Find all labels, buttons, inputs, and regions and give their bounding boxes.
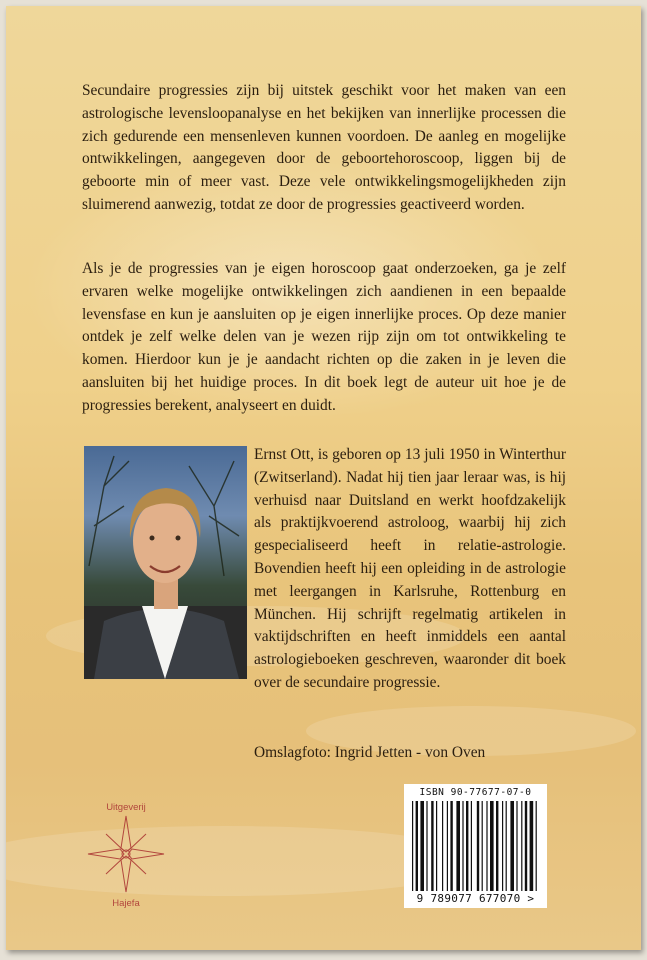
description-paragraph-1: Secundaire progressies zijn bij uitstek geschikt voor het maken van een astrologische levensloopanalyse en het bekijken van innerlijke processen die zich gedurende een mensenleven kunnen voordoen. De aanleg en mogelijke ontwikkelingen, aangegeven door de geboortehoroscoop, liggen bij de geboorte min of meer vast. Deze vele ontwikkelingsmogelijkheden zijn sluimerend aanwezig, totdat ze door de progressies geactiveerd worden. [82, 82, 566, 213]
author-photo [84, 446, 247, 679]
barcode-bars [410, 801, 541, 891]
book-back-cover [6, 6, 641, 950]
isbn-barcode [404, 784, 547, 908]
publisher-logo [76, 792, 176, 912]
isbn-label: ISBN 90-77677-07-0 [419, 787, 532, 798]
publisher-name: Hajefa [112, 898, 140, 909]
ean-digits: 9 789077 677070 > [416, 892, 535, 905]
author-bio: Ernst Ott, is geboren op 13 juli 1950 in Winterthur (Zwitserland). Nadat hij tien jaar leraar was, is hij verhuisd naar Duitsland en werkt hoofdzakelijk als praktijkvoerend astroloog, waarbij hij zich gespecialiseerd heeft in relatie-astrologie. Bovendien heeft hij een opleiding in de astrologie met leergangen in Karlsruhe, Rottenburg en München. Hij schrijft regelmatig artikelen in vaktijdschriften en heeft inmiddels een aantal astrologieboeken geschreven, waaronder dit boek over de secundaire progressie. [254, 446, 566, 691]
photo-credit: Omslagfoto: Ingrid Jetten - von Oven [254, 744, 486, 761]
author-portrait-illustration [84, 446, 247, 679]
publisher-label: Uitgeverij [106, 802, 146, 813]
compass-star-icon [76, 814, 176, 894]
description-paragraph-2: Als je de progressies van je eigen horoscoop gaat onderzoeken, ga je zelf ervaren welke mogelijke ontwikkelingen zich aandienen in een bepaalde levensfase en kun je aansluiten op je eigen innerlijke proces. Op deze manier ontdek je zelf welke delen van je wezen rijp zijn om tot ontwikkeling te komen. Hierdoor kun je je aandacht richten op die zaken in je leven die aansluiten bij het huidige proces. In dit boek legt de auteur uit hoe je de progressies berekent, analyseert en duidt. [82, 260, 566, 414]
